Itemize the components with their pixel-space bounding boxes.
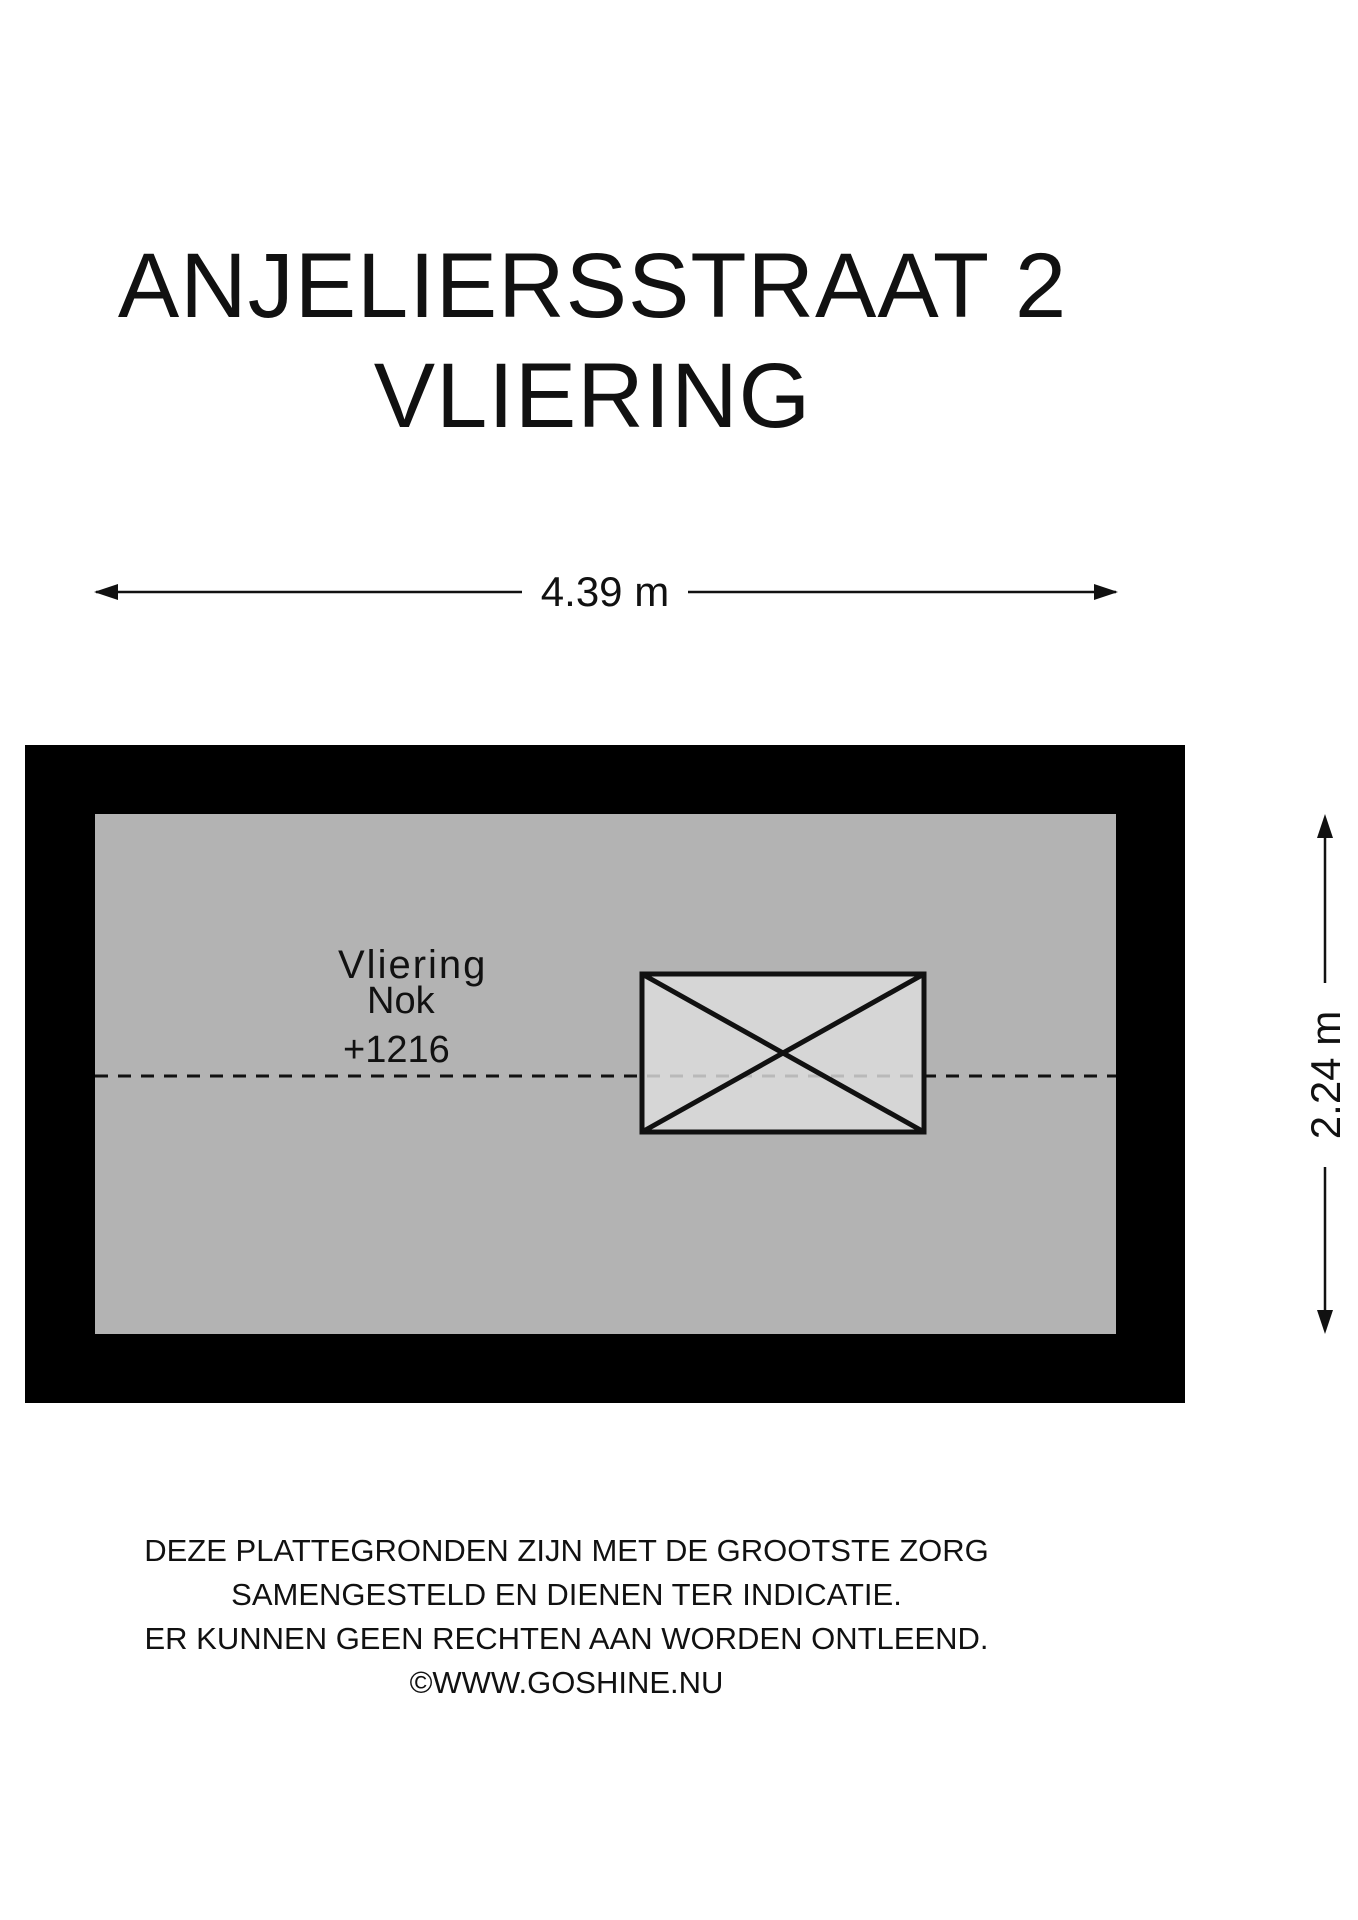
- height-arrow-bottom-icon: [1317, 1310, 1333, 1334]
- hatch-opening: [642, 974, 924, 1132]
- height-dimension: [1302, 814, 1349, 1334]
- width-dimension: [94, 568, 1118, 615]
- width-arrow-left-icon: [94, 584, 118, 600]
- copyright-link[interactable]: ©WWW.GOSHINE.NU: [409, 1665, 724, 1700]
- disclaimer-line: ER KUNNEN GEEN RECHTEN AAN WORDEN ONTLEEND.: [144, 1621, 989, 1656]
- disclaimer-line: SAMENGESTELD EN DIENEN TER INDICATIE.: [231, 1577, 902, 1612]
- disclaimer-line: DEZE PLATTEGRONDEN ZIJN MET DE GROOTSTE ZORG: [144, 1533, 989, 1568]
- height-arrow-top-icon: [1317, 814, 1333, 838]
- ridge-label: Nok: [367, 980, 435, 1022]
- width-arrow-right-icon: [1094, 584, 1118, 600]
- floorplan-title-floor: VLIERING: [373, 345, 812, 447]
- floor-area: [95, 814, 1116, 1334]
- width-dimension-label: 4.39 m: [540, 568, 670, 615]
- height-dimension-label: 2.24 m: [1302, 1010, 1349, 1140]
- room-name-label: Vliering: [338, 943, 488, 987]
- floorplan-title-address: ANJELIERSSTRAAT 2: [117, 235, 1068, 337]
- ridge-height-label: +1216: [343, 1029, 450, 1071]
